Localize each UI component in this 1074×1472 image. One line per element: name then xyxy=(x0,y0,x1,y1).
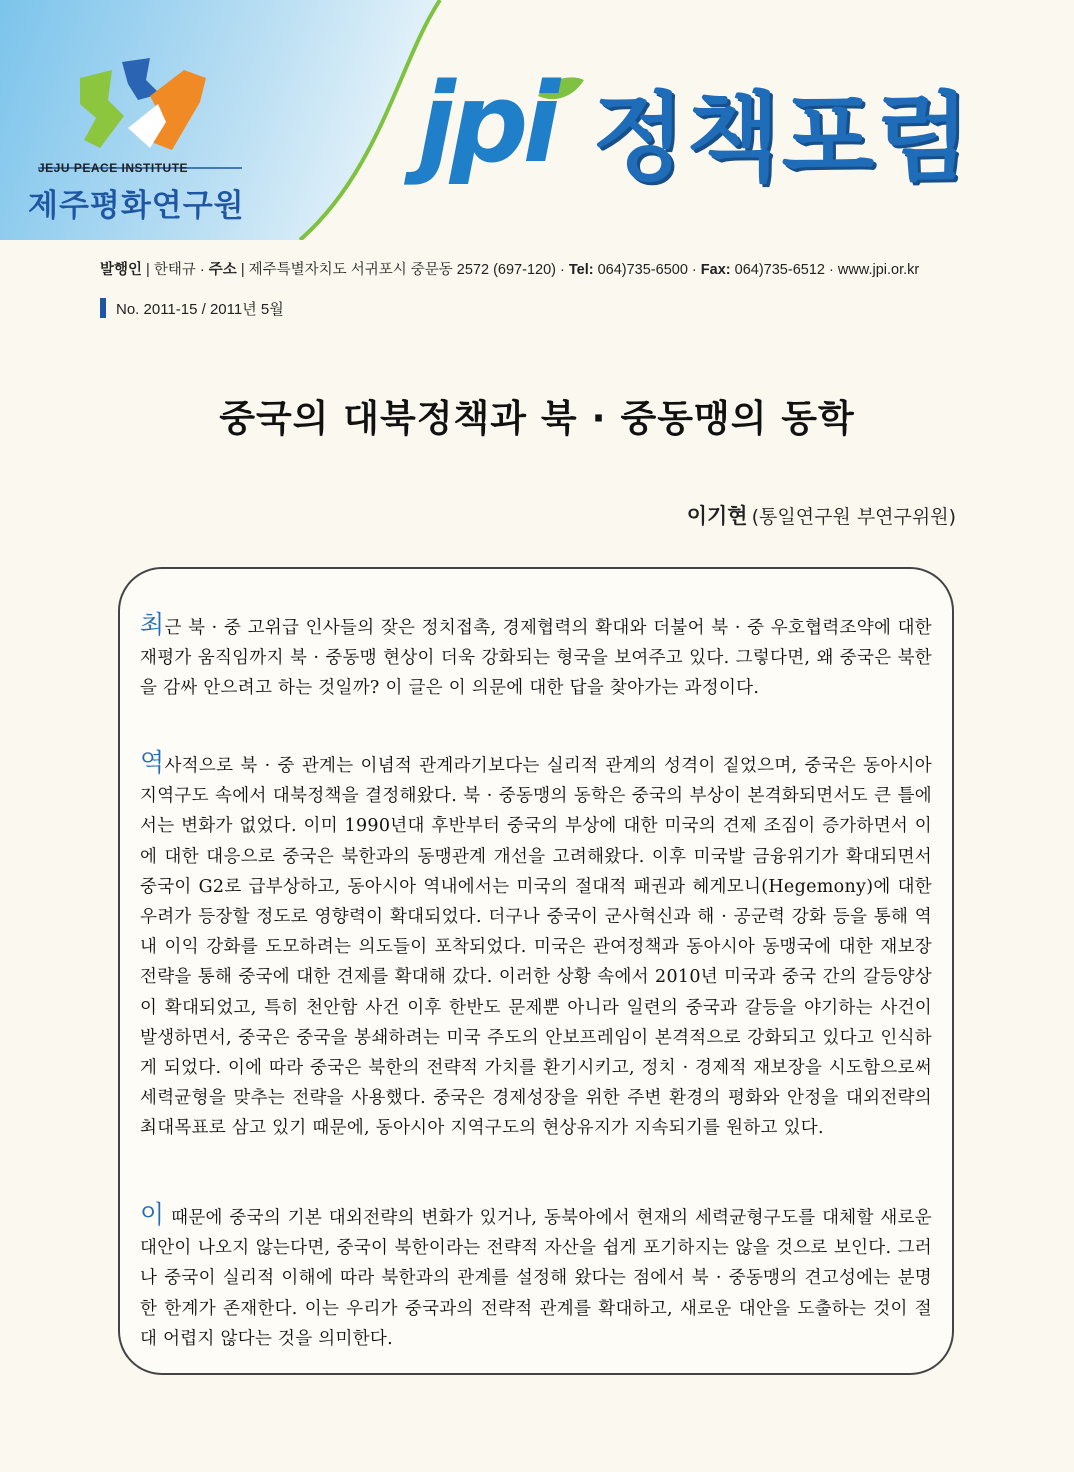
org-name-en: JEJU PEACE INSTITUTE xyxy=(38,161,189,175)
publication-info: 발행인 | 한태규 · 주소 | 제주특별자치도 서귀포시 중문동 2572 (697-120) · Tel: 064)735-6500 · Fax: 064)735-6512 · www.jpi.or.kr xyxy=(100,262,920,278)
paragraph-text: 사적으로 북 · 중 관계는 이념적 관계라기보다는 실리적 관계의 성격이 짙었으며, 중국은 동아시아 지역구도 속에서 대북정책을 결정해왔다. 북 · 중동맹의 동학은 중국의 부상이 본격화되면서도 큰 틀에서는 변화가 없었다. 이미 1990년대 후반부터 중국의 부상에 대한 미국의 견제 조짐이 증가하면서 이에 대한 대응으로 중국은 북한과의 동맹관계 개선을 고려해왔다. 이후 미국발 금융위기가 확대되면서 중국이 G2로 급부상하고, 동아시아 역내에서는 미국의 절대적 패권과 헤게모니(Hegemony)에 대한 우려가 등장할 정도로 영향력이 확대되었다. 더구나 중국이 군사혁신과 해 · 공군력 강화 등을 통해 역내 이익 강화를 도모하려는 의도들이 포착되었다. 미국은 관여정책과 동아시아 동맹국에 대한 재보장 전략을 통해 중국에 대한 견제를 확대해 갔다. 이러한 상황 속에서 2010년 미국과 중국 간의 갈등양상이 확대되었고, 특히 천안함 사건 이후 한반도 문제뿐 아니라 일련의 중국과 갈등을 야기하는 사건이 발생하면서, 중국은 중국을 봉쇄하려는 미국 주도의 안보프레임이 본격적으로 강화되고 있다고 인식하게 되었다. 이에 따라 중국은 북한의 전략적 가치를 환기시키고, 정치 · 경제적 재보장을 시도함으로써 세력균형을 맞추는 전략을 사용했다. 중국은 경제성장을 위한 주변 환경의 평화와 안정을 대외전략의 최대목표로 삼고 있기 때문에, 동아시아 지역구도의 현상유지가 지속되기를 원하고 있다. xyxy=(140,756,932,1139)
drop-initial: 이 xyxy=(140,1200,165,1229)
masthead xyxy=(0,0,1074,240)
brand-korean-title: 정책포럼 xyxy=(592,82,971,194)
org-name-ko: 제주평화연구원 xyxy=(28,188,245,224)
author-name: 이기현 xyxy=(686,504,748,528)
paragraph-text: 근 북 · 중 고위급 인사들의 잦은 정치접촉, 경제협력의 확대와 더불어 북 · 중 우호협력조약에 대한 재평가 움직임까지 북 · 중동맹 현상이 더욱 강화되는 형국을 보여주고 있다. 그렇다면, 왜 중국은 북한을 감싸 안으려고 하는 것일까? 이 글은 이 의문에 대한 답을 찾아가는 과정이다. xyxy=(140,618,932,699)
author-line xyxy=(687,500,956,530)
publisher-label: 발행인 xyxy=(100,262,143,278)
address-label: 주소 xyxy=(208,262,237,278)
paragraph xyxy=(140,1200,932,1354)
tel-label: Tel: xyxy=(568,262,594,278)
paragraph xyxy=(140,610,932,704)
paragraph-text: 때문에 중국의 기본 대외전략의 변화가 있거나, 동북아에서 현재의 세력균형구도를 대체할 새로운 대안이 나오지 않는다면, 중국이 북한이라는 전략적 자산을 쉽게 포기하지는 않을 것으로 보인다. 그러나 중국이 실리적 이해에 따라 북한과의 관계를 설정해 왔다는 점에서 북 · 중동맹의 견고성에는 분명한 한계가 존재한다. 이는 우리가 중국과의 전략적 관계를 확대하고, 새로운 대안을 도출하는 것이 절대 어렵지 않다는 것을 의미한다. xyxy=(140,1208,932,1349)
address-value: 제주특별자치도 서귀포시 중문동 2572 (697-120) xyxy=(248,262,556,278)
publisher-name: 한태규 xyxy=(153,262,196,278)
issue-number: No. 2011-15 / 2011년 5월 xyxy=(116,301,284,318)
drop-initial: 최 xyxy=(140,610,165,639)
fax-value: 064)735-6512 xyxy=(734,262,825,278)
brand-jpi-wordmark: jpi xyxy=(418,59,555,187)
website-link[interactable]: www.jpi.or.kr xyxy=(837,262,920,278)
paragraph xyxy=(140,748,932,1144)
tel-value: 064)735-6500 xyxy=(597,262,688,278)
issue-marker-bar xyxy=(100,298,106,318)
drop-initial: 역 xyxy=(140,748,165,777)
issue-info xyxy=(100,298,284,319)
fax-label: Fax: xyxy=(700,262,731,278)
article-title: 중국의 대북정책과 북 · 중동맹의 동학 xyxy=(219,397,855,440)
author-affiliation: (통일연구원 부연구위원) xyxy=(751,506,956,528)
